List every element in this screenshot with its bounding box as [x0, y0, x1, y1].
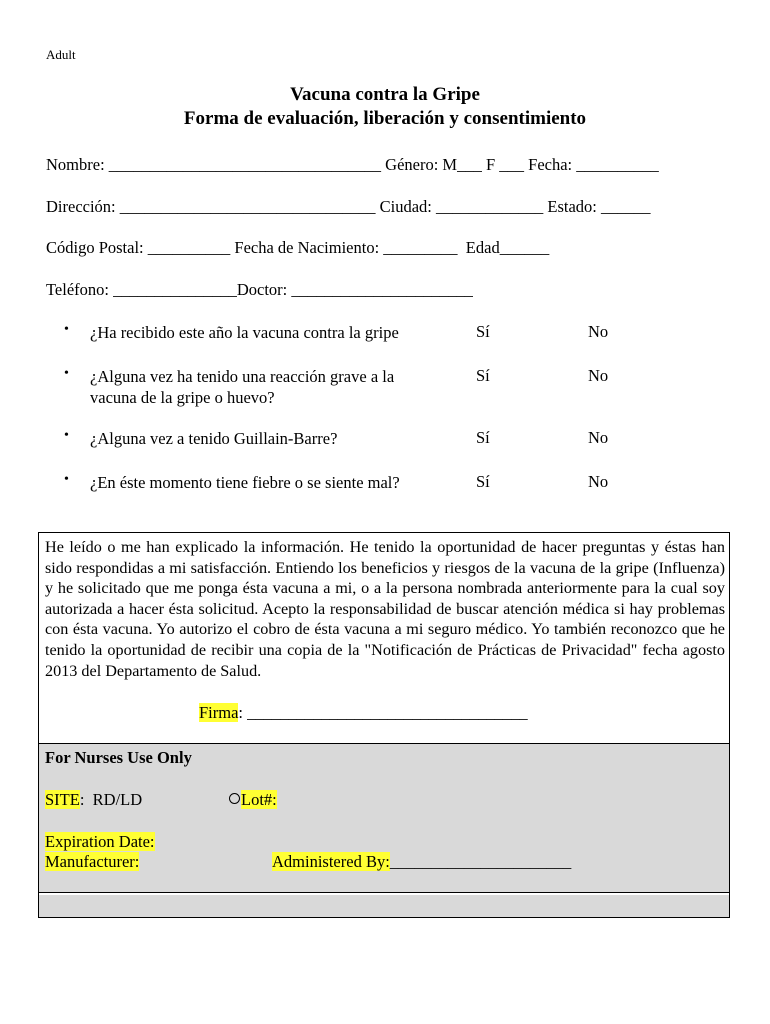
administered-label: Administered By:: [272, 852, 390, 871]
site-field[interactable]: [45, 790, 142, 810]
consent-text: He leído o me han explicado la información. He tenido la oportunidad de hacer preguntas y éstas han sido respondidas a mi satisfacción. Entiendo los beneficios y riesgos de la vacuna de la gripe (Influenza) y he solicitado que me ponga ésta vacuna a mi, o a la persona nombrada anteriormente para la cual soy autorizada a hacer ésta solicitud. Acepto la responsabilidad de buscar atención médica si hay problemas con ésta vacuna. Yo autorizo el cobro de ésta vacuna a mi seguro médico. Yo también reconozco que he tenido la oportunidad de recibir una copia de la "Notificación de Prácticas de Privacidad" fecha agosto 2013 del Departamento de Salud.: [45, 538, 725, 680]
field-line-name[interactable]: Nombre: _________________________________ Género: M___ F ___ Fecha: __________: [46, 155, 659, 174]
question-text: ¿Ha recibido este año la vacuna contra la gripe: [90, 323, 399, 342]
expiration-field[interactable]: [45, 832, 155, 852]
answer-yes[interactable]: Sí: [476, 322, 490, 341]
answer-no[interactable]: No: [588, 322, 609, 341]
question-text: ¿Alguna vez a tenido Guillain-Barre?: [90, 429, 338, 448]
question-text: ¿Alguna vez ha tenido una reacción grave a la vacuna de la gripe o huevo?: [90, 367, 395, 407]
nurse-section: [39, 743, 729, 893]
circle-icon: [229, 793, 240, 804]
nurse-footer-row: [39, 895, 729, 917]
answer-yes[interactable]: Sí: [476, 366, 490, 385]
answer-no[interactable]: No: [588, 366, 609, 385]
question-text: ¿En éste momento tiene fiebre o se siente mal?: [90, 473, 400, 492]
answer-no[interactable]: No: [588, 428, 609, 447]
site-value: : RD/LD: [79, 790, 143, 809]
field-line-zip[interactable]: Código Postal: __________ Fecha de Nacimiento: _________ Edad______: [46, 238, 550, 257]
nurse-heading: For Nurses Use Only: [45, 748, 192, 767]
signature-label: Firma: [199, 703, 239, 722]
manufacturer-label: Manufacturer:: [45, 852, 140, 871]
lot-label: Lot#:: [241, 790, 277, 809]
site-label: SITE: [45, 790, 80, 809]
manufacturer-field[interactable]: [45, 852, 139, 872]
administered-field[interactable]: [272, 852, 571, 872]
administered-line: ______________________: [389, 852, 572, 871]
bullet-icon: •: [64, 428, 69, 443]
answer-yes[interactable]: Sí: [476, 472, 490, 491]
field-line-address[interactable]: Dirección: _______________________________ Ciudad: _____________ Estado: ______: [46, 197, 651, 216]
signature-field[interactable]: [199, 703, 528, 723]
signature-line: : __________________________________: [238, 703, 528, 722]
form-title: Vacuna contra la Gripe: [290, 84, 480, 105]
answer-no[interactable]: No: [588, 472, 609, 491]
answer-yes[interactable]: Sí: [476, 428, 490, 447]
adult-label: Adult: [46, 47, 76, 62]
bullet-icon: •: [64, 322, 69, 337]
lot-field[interactable]: [229, 790, 277, 810]
field-line-phone[interactable]: Teléfono: _______________Doctor: ______________________: [46, 280, 473, 299]
form-subtitle: Forma de evaluación, liberación y consentimiento: [183, 108, 587, 129]
bullet-icon: •: [64, 472, 69, 487]
bullet-icon: •: [64, 366, 69, 381]
expiration-label: Expiration Date:: [45, 832, 155, 851]
consent-box: [38, 532, 730, 918]
